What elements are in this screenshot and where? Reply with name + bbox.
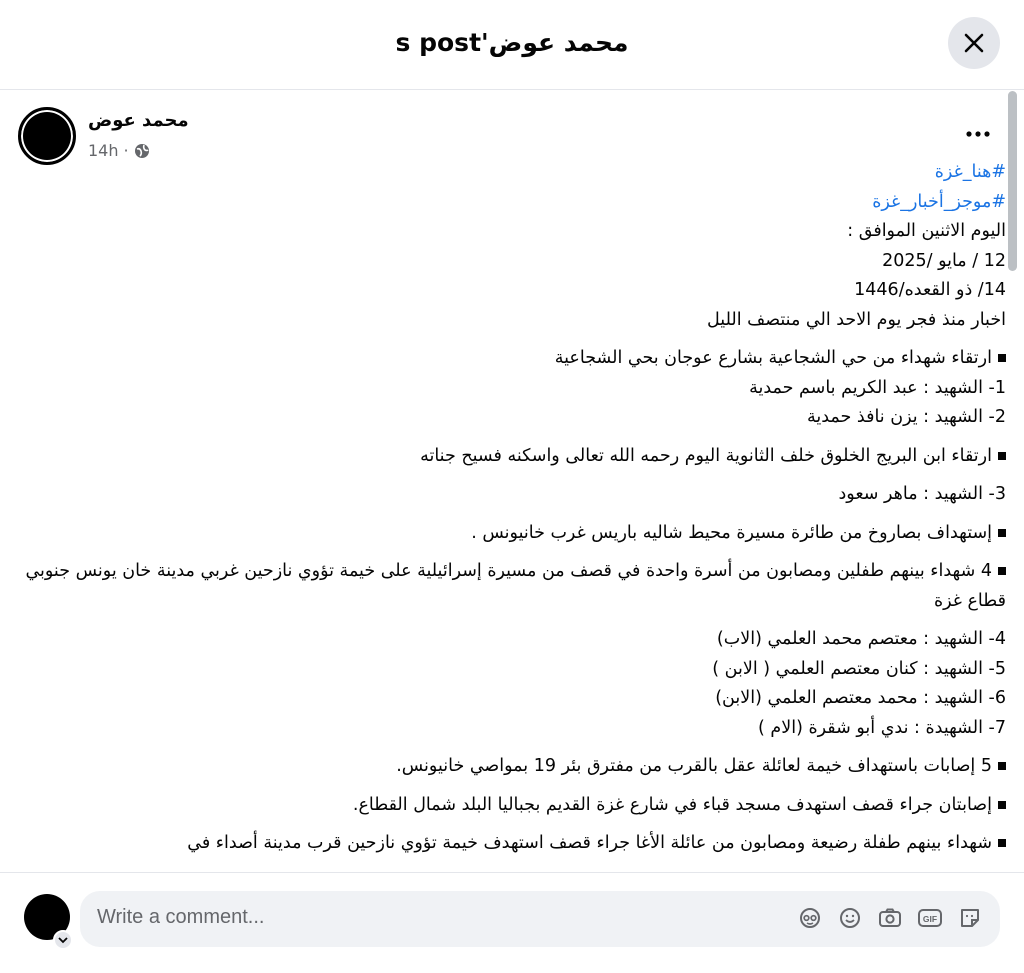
post-bullet-line bbox=[16, 791, 1006, 821]
post-line: 12 / مايو /2025 bbox=[882, 250, 1006, 271]
author-name[interactable]: محمد عوض bbox=[88, 110, 189, 131]
avatar-switcher[interactable] bbox=[53, 930, 73, 950]
modal-header bbox=[0, 0, 1024, 90]
separator: · bbox=[123, 141, 129, 160]
post-bullet-line bbox=[16, 519, 1006, 549]
camera-icon bbox=[877, 906, 903, 930]
globe-icon bbox=[134, 143, 150, 159]
gif-icon bbox=[917, 906, 943, 930]
post-bullet-line bbox=[16, 344, 1006, 374]
bullet-icon bbox=[998, 567, 1006, 575]
post-line: اليوم الاثنين الموافق : bbox=[847, 221, 1006, 241]
author-avatar[interactable] bbox=[18, 107, 76, 165]
post-bullet-line bbox=[16, 752, 1006, 782]
close-button[interactable] bbox=[948, 17, 1000, 69]
sticker-face-icon bbox=[798, 906, 822, 930]
sticker-icon bbox=[958, 906, 982, 930]
bullet-icon bbox=[998, 839, 1006, 847]
bullet-icon bbox=[998, 529, 1006, 537]
post-bullet-line bbox=[16, 829, 1006, 859]
bullet-icon bbox=[998, 762, 1006, 770]
post-line-text: ارتقاء ابن البريج الخلوق خلف الثانوية اليوم رحمه الله تعالى واسكنه فسيح جناته bbox=[420, 445, 992, 466]
sticker-button[interactable] bbox=[955, 903, 985, 933]
post-line-text: إصابتان جراء قصف استهدف مسجد قباء في شارع غزة القديم بجباليا البلد شمال القطاع. bbox=[352, 794, 992, 815]
page-title: محمد عوض's post bbox=[395, 28, 629, 57]
bullet-icon bbox=[998, 452, 1006, 460]
photo-button[interactable] bbox=[875, 903, 905, 933]
post-line: 5- الشهيد : كنان معتصم العلمي ( الابن ) bbox=[712, 658, 1006, 679]
post-line: 6- الشهيد : محمد معتصم العلمي (الابن) bbox=[715, 688, 1006, 708]
bullet-icon bbox=[998, 354, 1006, 362]
gif-button[interactable] bbox=[915, 903, 945, 933]
post-line: 7- الشهيدة : ندي أبو شقرة (الام ) bbox=[758, 717, 1006, 738]
post-line-text: 4 شهداء بينهم طفلين ومصابون من أسرة واحدة في قصف من مسيرة إسرائيلية على خيمة تؤوي نازحين غربي مدينة خان يونس جنوبي قطاع غزة bbox=[25, 561, 1006, 611]
hashtag-link[interactable]: #هنا_غزة bbox=[934, 162, 1006, 182]
post-bullet-line bbox=[16, 557, 1006, 616]
post-line-text: إستهداف بصاروخ من طائرة مسيرة محيط شاليه باريس غرب خانيونس . bbox=[471, 522, 992, 543]
emoji-button[interactable] bbox=[835, 903, 865, 933]
scrollbar-thumb[interactable] bbox=[1008, 91, 1017, 271]
avatar-sticker-button[interactable] bbox=[795, 903, 825, 933]
hashtag-link[interactable]: #موجز_أخبار_غزة bbox=[872, 191, 1006, 212]
scrollbar[interactable] bbox=[1006, 91, 1018, 876]
close-icon bbox=[962, 31, 986, 55]
more-options-button[interactable] bbox=[960, 120, 996, 148]
comment-tools bbox=[795, 903, 985, 933]
post-line-text: ارتقاء شهداء من حي الشجاعية بشارع عوجان بحي الشجاعية bbox=[554, 348, 992, 368]
post-line: 3- الشهيد : ماهر سعود bbox=[838, 484, 1006, 504]
bullet-icon bbox=[998, 801, 1006, 809]
post-line: 14/ ذو القعده/1446 bbox=[854, 280, 1006, 300]
post-line: 4- الشهيد : معتصم محمد العلمي (الاب) bbox=[716, 629, 1006, 649]
more-icon bbox=[965, 130, 991, 138]
post-line-text: شهداء بينهم طفلة رضيعة ومصابون من عائلة الأغا جراء قصف استهدف خيمة تؤوي نازحين قرب مدينة أصداء في bbox=[187, 833, 992, 853]
post-line-text: 5 إصابات باستهداف خيمة لعائلة عقل بالقرب من مفترق بئر 19 بمواصي خانيونس. bbox=[396, 756, 992, 776]
svg-text:GIF: GIF bbox=[922, 914, 938, 924]
post-body bbox=[16, 158, 1006, 859]
comment-placeholder: Write a comment... bbox=[97, 906, 265, 928]
emoji-icon bbox=[838, 906, 862, 930]
chevron-down-icon bbox=[58, 937, 68, 944]
post-bullet-line bbox=[16, 442, 1006, 472]
post-time-text[interactable]: 14h bbox=[88, 141, 119, 160]
post-line: اخبار منذ فجر يوم الاحد الي منتصف الليل bbox=[707, 309, 1006, 330]
post-line: 2- الشهيد : يزن نافذ حمدية bbox=[806, 407, 1006, 427]
post-line: 1- الشهيد : عبد الكريم باسم حمدية bbox=[749, 377, 1006, 398]
